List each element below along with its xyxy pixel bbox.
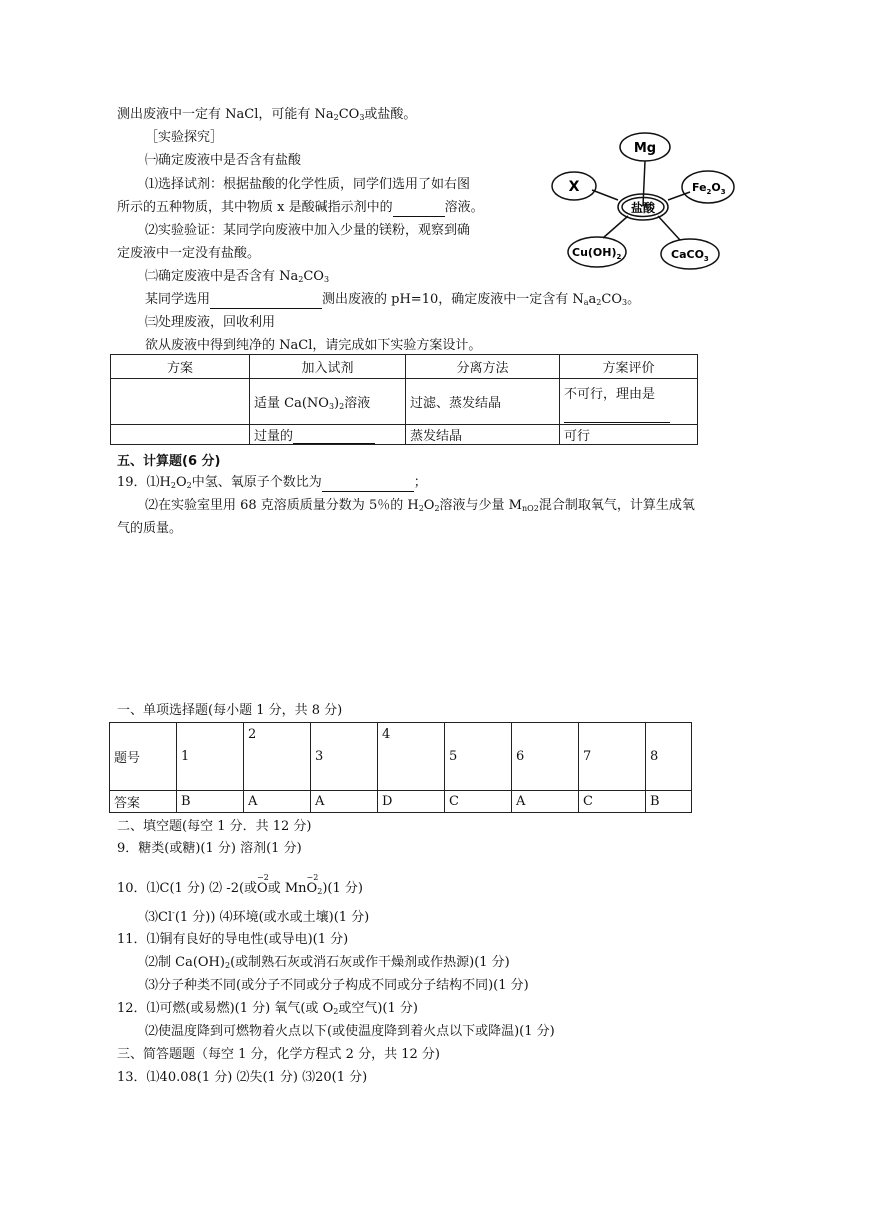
ans-cell: A	[512, 791, 579, 813]
hydrochloric-acid-diagram	[540, 128, 752, 274]
ans-cell: A	[311, 791, 378, 813]
row1-evaluation: 不可行，理由是	[560, 379, 698, 425]
row2-plan	[111, 425, 250, 445]
center-label: 盐酸	[630, 201, 656, 215]
section-heading: ［实验探究］	[145, 130, 224, 145]
num-cell: 4	[378, 723, 445, 791]
q19-line: 19．$⑴H_2O_2$中氢、氧原子个数比为 ；	[117, 475, 427, 490]
header-plan: 方案	[111, 355, 250, 379]
cuoh2-label: $Cu(OH)_2$	[572, 246, 622, 261]
answer-11b: ⑵制 $Ca(OH)_2$(或制熟石灰或消石灰或作干燥剂或作热源)(1 分)	[145, 955, 510, 970]
num-cell: 5	[445, 723, 512, 791]
num-cell: 7	[579, 723, 646, 791]
fe2o3-label: $Fe_2O_3$	[692, 181, 726, 196]
row2-reagent: 过量的	[250, 425, 406, 445]
step3-heading: ㈢处理废液，回收利用	[145, 315, 276, 330]
ans-cell: A	[244, 791, 311, 813]
sec5-title: 五、计算题(6 分)	[117, 454, 221, 469]
ans-cell: B	[646, 791, 692, 813]
answer-table	[109, 722, 692, 813]
answer-9: 9．糖类(或糖)(1 分) 溶剂(1 分)	[117, 841, 302, 856]
num-cell: 3	[311, 723, 378, 791]
row2-separation: 蒸发结晶	[406, 425, 560, 445]
step1-heading: ㈠确定废液中是否含有盐酸	[145, 153, 302, 168]
q19-2-line-2: 气的质量。	[117, 521, 183, 536]
indicator-blank[interactable]	[393, 202, 445, 217]
row1-plan	[111, 379, 250, 425]
verify-line: ⑵实验验证：某同学向废液中加入少量的镁粉，观察到确	[145, 223, 471, 238]
num-label: 题号	[110, 723, 177, 791]
x-label: X	[568, 179, 580, 195]
q19-2-line: ⑵在实验室里用 68 克溶质质量分数为 5％的 $H_2O_2$溶液与少量 $M_{nO2}$混合制取氧气，计算生成氧	[145, 498, 695, 513]
answer-10a: 10．⑴C(1 分) ⑵ -2(或 −2 O或 Mn −2 $O_2)(1$ 分)	[117, 873, 363, 896]
num-cell: 1	[177, 723, 244, 791]
step2-heading: ㈡确定废液中是否含有 $Na_2CO_3$	[145, 269, 330, 284]
num-cell: 6	[512, 723, 579, 791]
reason-blank[interactable]	[564, 408, 670, 423]
ratio-blank[interactable]	[322, 477, 414, 492]
answers-sec3: 三、简答题题（每空 1 分，化学方程式 2 分，共 12 分)	[117, 1047, 440, 1062]
ans-cell: C	[445, 791, 512, 813]
answer-12a: 12．⑴可燃(或易燃)(1 分) 氧气(或 $O_2$或空气)(1 分)	[117, 1001, 418, 1016]
answer-11a: 11．⑴铜有良好的导电性(或导电)(1 分)	[117, 932, 349, 947]
mg-label: Mg	[633, 141, 657, 156]
answer-10b: ⑶Cl-(1 分)) ⑷环境(或水或土壤)(1 分)	[145, 908, 370, 925]
ans-label: 答案	[110, 791, 177, 813]
answers-sec1: 一、单项选择题(每小题 1 分，共 8 分)	[117, 703, 343, 718]
reagent-blank[interactable]	[293, 429, 375, 444]
num-cell: 8	[646, 723, 692, 791]
header-reagent: 加入试剂	[250, 355, 406, 379]
answer-13: 13．⑴40.08(1 分) ⑵失(1 分) ⑶20(1 分)	[117, 1070, 368, 1085]
ans-cell: C	[579, 791, 646, 813]
ans-cell: D	[378, 791, 445, 813]
ans-cell: B	[177, 791, 244, 813]
plan-table	[110, 354, 698, 445]
ph-line: 某同学选用 测出废液的 pH=10，确定废液中一定含有 $N_aa_2CO_3$。	[145, 292, 641, 307]
row2-evaluation: 可行	[560, 425, 698, 445]
reagent-line: ⑴选择试剂：根据盐酸的化学性质，同学们选用了如右图	[145, 177, 471, 192]
row1-separation: 过滤、蒸发结晶	[406, 379, 560, 425]
answer-11c: ⑶分子种类不同(或分子不同或分子构成不同或分子结构不同)(1 分)	[145, 978, 529, 993]
answers-sec2: 二、填空题(每空 1 分．共 12 分)	[117, 819, 312, 834]
design-line: 欲从废液中得到纯净的 NaCl，请完成如下实验方案设计。	[145, 338, 482, 353]
verify-line-2: 定废液中一定没有盐酸。	[117, 246, 261, 261]
row1-reagent: 适量 $Ca(NO_3)_2$溶液	[250, 379, 406, 425]
caco3-label: CaCO$_3$	[671, 248, 709, 263]
reagent-line-2: 所示的五种物质，其中物质 x 是酸碱指示剂中的 溶液。	[117, 200, 484, 215]
answer-12b: ⑵使温度降到可燃物着火点以下(或使温度降到着火点以下或降温)(1 分)	[145, 1024, 555, 1039]
num-cell: 2	[244, 723, 311, 791]
intro-line: 测出废液中一定有 NaCl，可能有 $Na_2CO_3$或盐酸。	[117, 107, 417, 122]
header-evaluation: 方案评价	[560, 355, 698, 379]
header-separation: 分离方法	[406, 355, 560, 379]
ph-blank[interactable]	[210, 294, 322, 309]
